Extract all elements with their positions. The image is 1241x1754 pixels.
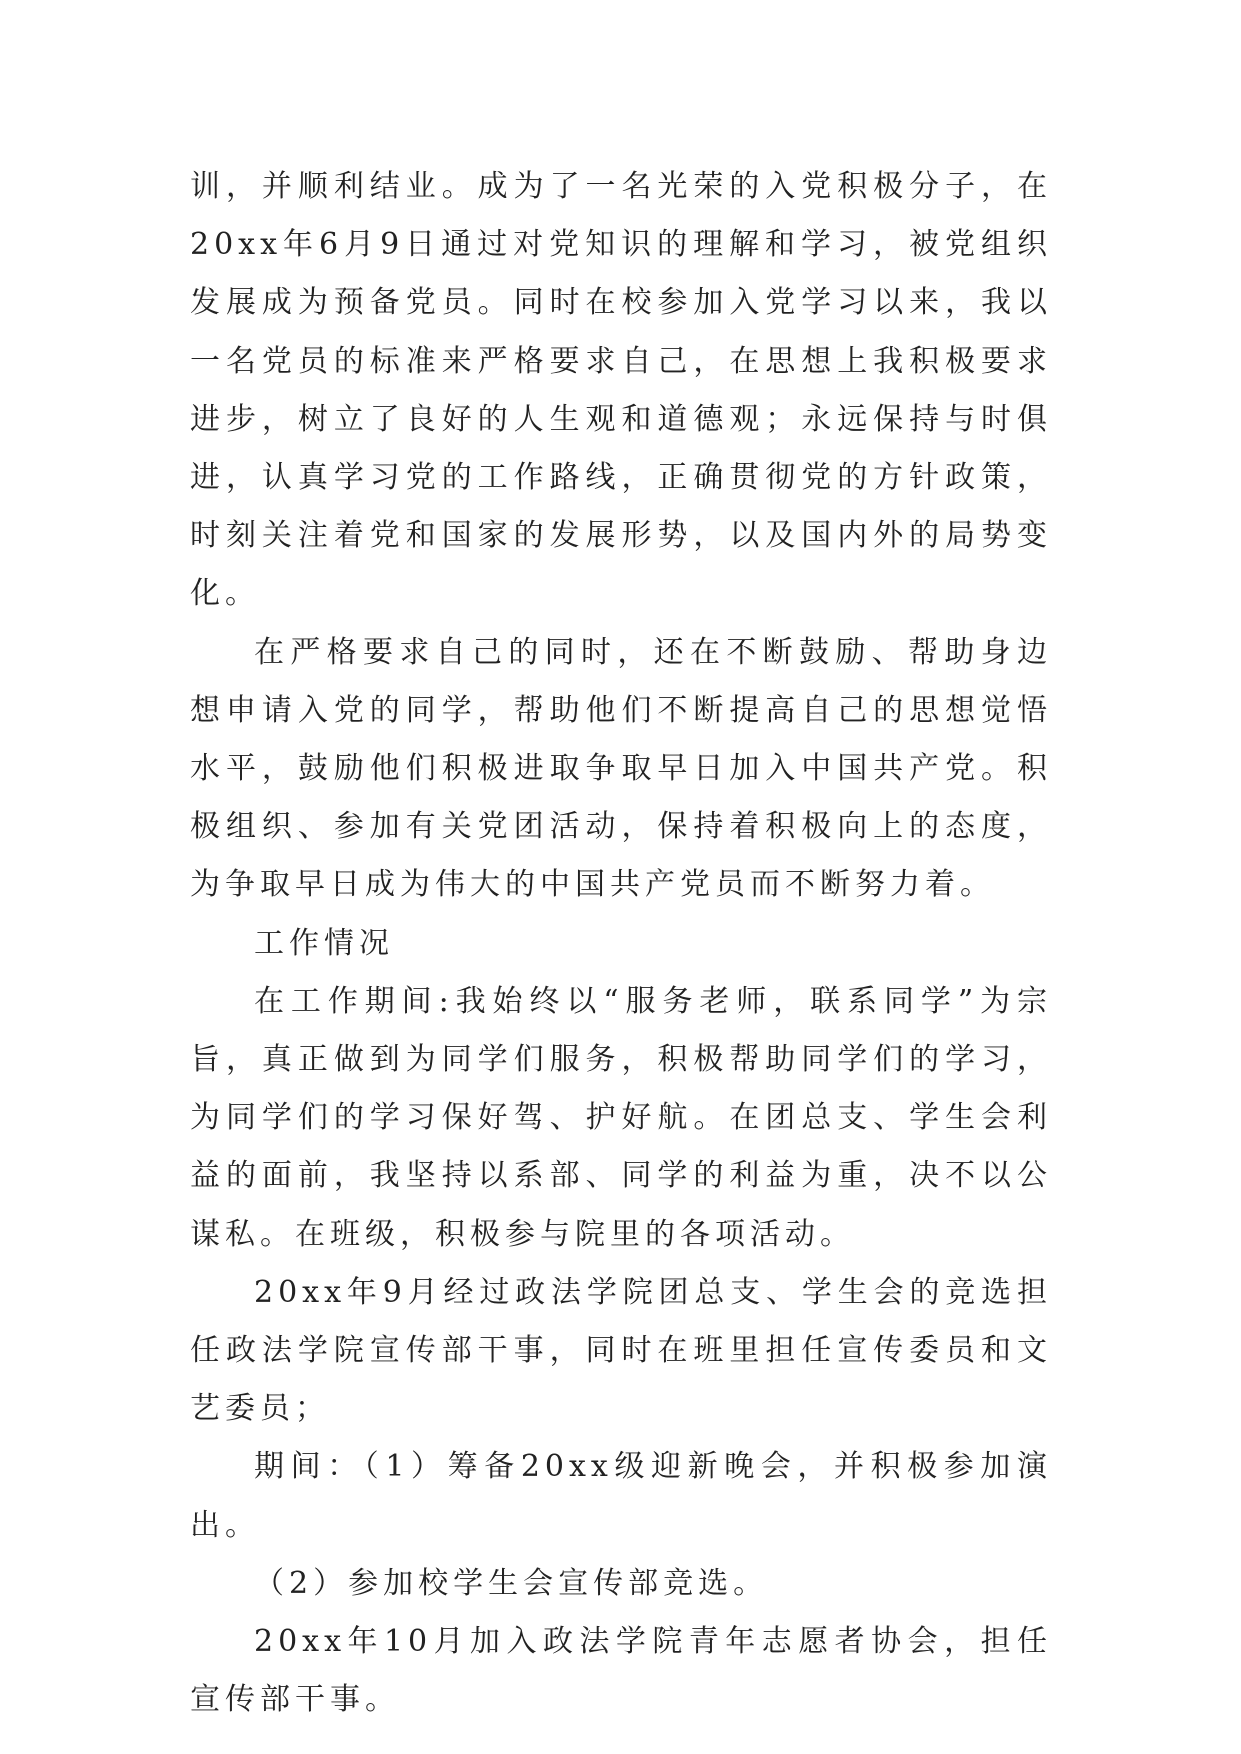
paragraph-1: 训，并顺利结业。成为了一名光荣的入党积极分子，在20xx年6月9日通过对党知识的理解和学习，被党组织发展成为预备党员。同时在校参加入党学习以来，我以一名党员的标准来严格要求自己，在思想上我积极要求进步，树立了良好的人生观和道德观；永远保持与时俱进，认真学习党的工作路线，正确贯彻党的方针政策，时刻关注着党和国家的发展形势，以及国内外的局势变化。 xyxy=(190,169,1052,612)
section-heading-work: 工作情况 xyxy=(254,925,394,961)
document-body xyxy=(190,158,1052,1729)
paragraph-5: 20xx年10月加入政法学院青年志愿者协会，担任宣传部干事。 xyxy=(190,1624,1052,1718)
list-item-2: （2）参加校学生会宣传部竞选。 xyxy=(254,1565,769,1601)
list-item-1: 期间：（1）筹备20xx级迎新晚会，并积极参加演出。 xyxy=(190,1449,1052,1543)
paragraph-4: 20xx年9月经过政法学院团总支、学生会的竞选担任政法学院宣传部干事，同时在班里担任宣传委员和文艺委员； xyxy=(190,1274,1052,1427)
paragraph-2: 在严格要求自己的同时，还在不断鼓励、帮助身边想申请入党的同学，帮助他们不断提高自己的思想觉悟水平，鼓励他们积极进取争取早日加入中国共产党。积极组织、参加有关党团活动，保持着积极向上的态度，为争取早日成为伟大的中国共产党员而不断努力着。 xyxy=(190,634,1052,903)
paragraph-3: 在工作期间:我始终以“服务老师，联系同学”为宗旨，真正做到为同学们服务，积极帮助同学们的学习，为同学们的学习保好驾、护好航。在团总支、学生会利益的面前，我坚持以系部、同学的利益为重，决不以公谋私。在班级，积极参与院里的各项活动。 xyxy=(190,983,1052,1252)
